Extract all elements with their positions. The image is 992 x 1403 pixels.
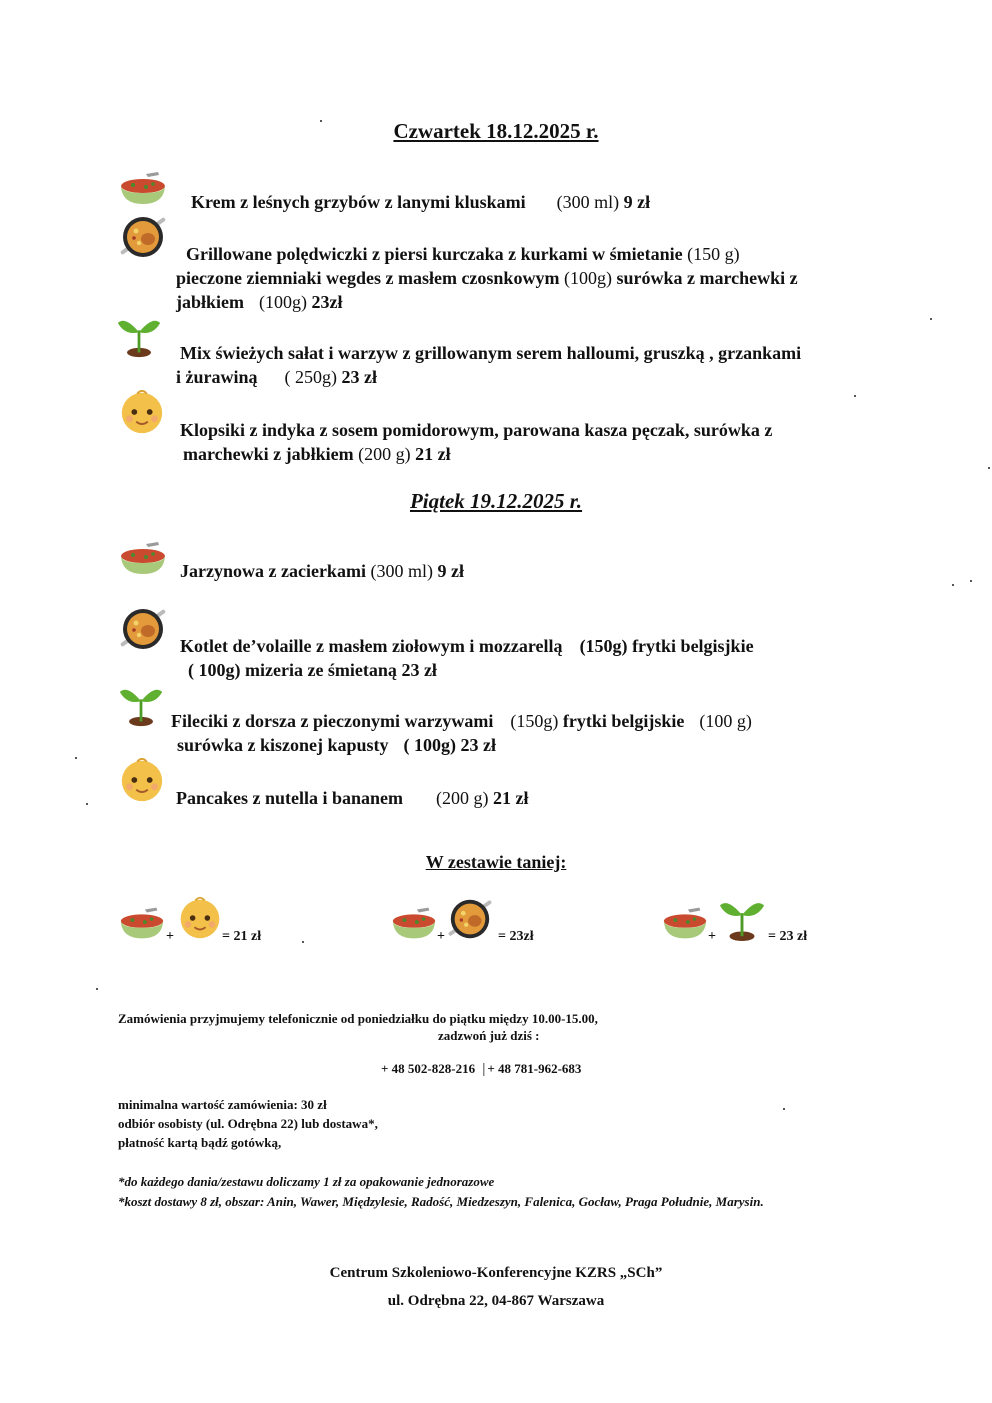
phone-numbers	[381, 1061, 581, 1078]
seedling-icon	[118, 680, 164, 728]
friday-veg-price: 23 zł	[460, 735, 497, 755]
combo-price: = 21 zł	[222, 929, 262, 944]
seedling-icon	[718, 893, 766, 943]
phone-separator: |	[482, 1061, 486, 1077]
payment: płatność kartą bądź gotówką,	[118, 1135, 282, 1150]
soup-bowl-icon	[118, 905, 166, 941]
thursday-main-portion3: (100g)	[259, 292, 308, 312]
ordering-line2: zadzwoń już dziś :	[438, 1028, 540, 1043]
pickup-delivery: odbiór osobisty (ul. Odrębna 22) lub dostawa*,	[118, 1116, 378, 1131]
packaging-note: *do każdego dania/zestawu doliczamy 1 zł za opakowanie jednorazowe	[118, 1174, 495, 1189]
thursday-kids-price: 21 zł	[415, 444, 451, 464]
thursday-soup-portion: (300 ml)	[556, 192, 620, 212]
thursday-veg	[176, 341, 946, 389]
thursday-main-part4: jabłkiem	[176, 292, 245, 312]
thursday-soup	[191, 190, 951, 214]
friday-veg	[171, 709, 941, 757]
friday-kids	[176, 786, 936, 810]
thursday-main-portion2: (100g)	[563, 268, 612, 288]
thursday-veg-part1: Mix świeżych sałat i warzyw z grillowanym serem halloumi, gruszką , grzankami	[180, 343, 802, 363]
friday-main-portion1: (150g)	[579, 636, 628, 656]
seedling-icon	[116, 310, 162, 360]
min-order: minimalna wartość zamówienia: 30 zł	[118, 1097, 327, 1112]
friday-main-price: 23 zł	[401, 660, 437, 680]
thursday-veg-price: 23 zł	[341, 367, 378, 387]
delivery-note: *koszt dostawy 8 zł, obszar: Anin, Wawer, Międzylesie, Radość, Miedzeszyn, Falenica, Gocław, Praga Południe, Marysin.	[118, 1194, 764, 1209]
thursday-main-price: 23zł	[311, 292, 343, 312]
baby-face-icon	[118, 756, 166, 804]
friday-veg-part2: frytki belgijskie	[562, 711, 685, 731]
baby-face-icon	[177, 895, 223, 941]
friday-soup-name: Jarzynowa z zacierkami	[180, 561, 366, 581]
combo-plus: +	[708, 929, 716, 944]
thursday-title: Czwartek 18.12.2025 r.	[393, 119, 599, 143]
thursday-main-part1: Grillowane polędwiczki z piersi kurczaka z kurkami w śmietanie	[186, 244, 683, 264]
combo-plus: +	[437, 929, 445, 944]
soup-bowl-icon	[390, 905, 438, 941]
friday-veg-portion2: (100 g)	[699, 711, 752, 731]
combos-title: W zestawie taniej:	[425, 852, 567, 872]
paella-pan-icon	[446, 895, 494, 943]
soup-bowl-icon	[118, 170, 168, 206]
thursday-kids	[180, 418, 940, 466]
ordering-line1: Zamówienia przyjmujemy telefonicznie od poniedziałku do piątku między 10.00-15.00,	[118, 1011, 598, 1026]
friday-kids-portion: (200 g)	[436, 788, 489, 808]
thursday-veg-portion: ( 250g)	[284, 367, 338, 387]
thursday-main-portion1: (150 g)	[687, 244, 740, 264]
friday-veg-portion3: ( 100g)	[403, 735, 457, 755]
friday-veg-part3: surówka z kiszonej kapusty	[177, 735, 389, 755]
combo-plus: +	[166, 929, 174, 944]
paella-pan-icon	[118, 212, 168, 262]
thursday-kids-part2: marchewki z jabłkiem	[183, 444, 354, 464]
thursday-main	[176, 242, 936, 314]
soup-bowl-icon	[661, 905, 709, 941]
phone-1[interactable]: + 48 502-828-216	[381, 1061, 476, 1076]
phone-2[interactable]: + 48 781-962-683	[487, 1061, 582, 1076]
thursday-main-part3: surówka z marchewki z	[616, 268, 798, 288]
friday-veg-part1: Fileciki z dorsza z pieczonymi warzywami	[171, 711, 494, 731]
baby-face-icon	[118, 388, 166, 436]
footer-org: Centrum Szkoleniowo-Konferencyjne KZRS „SCh”	[329, 1265, 663, 1281]
friday-title: Piątek 19.12.2025 r.	[409, 489, 583, 513]
friday-kids-name: Pancakes z nutella i bananem	[176, 788, 404, 808]
soup-bowl-icon	[118, 540, 168, 576]
thursday-main-part2: pieczone ziemniaki wegdes z masłem czosnkowym	[176, 268, 560, 288]
friday-main	[180, 634, 940, 682]
footer-address: ul. Odrębna 22, 04-867 Warszawa	[387, 1293, 605, 1309]
combo-price: = 23 zł	[768, 929, 808, 944]
thursday-kids-portion: (200 g)	[358, 444, 411, 464]
paella-pan-icon	[118, 604, 168, 654]
thursday-soup-price: 9 zł	[623, 192, 651, 212]
friday-soup-portion: (300 ml)	[370, 561, 433, 581]
thursday-kids-part1: Klopsiki z indyka z sosem pomidorowym, parowana kasza pęczak, surówka z	[180, 420, 773, 440]
friday-main-part1: Kotlet de’volaille z masłem ziołowym i mozzarellą	[180, 636, 563, 656]
thursday-soup-name: Krem z leśnych grzybów z lanymi kluskami	[191, 192, 526, 212]
friday-soup	[180, 559, 940, 583]
thursday-veg-part2: i żurawiną	[176, 367, 258, 387]
friday-kids-price: 21 zł	[493, 788, 529, 808]
friday-veg-portion1: (150g)	[510, 711, 559, 731]
combo-price: = 23zł	[498, 929, 534, 944]
friday-soup-price: 9 zł	[437, 561, 464, 581]
friday-main-part3: ( 100g) mizeria ze śmietaną	[188, 660, 397, 680]
friday-main-part2: frytki belgisjkie	[632, 636, 754, 656]
